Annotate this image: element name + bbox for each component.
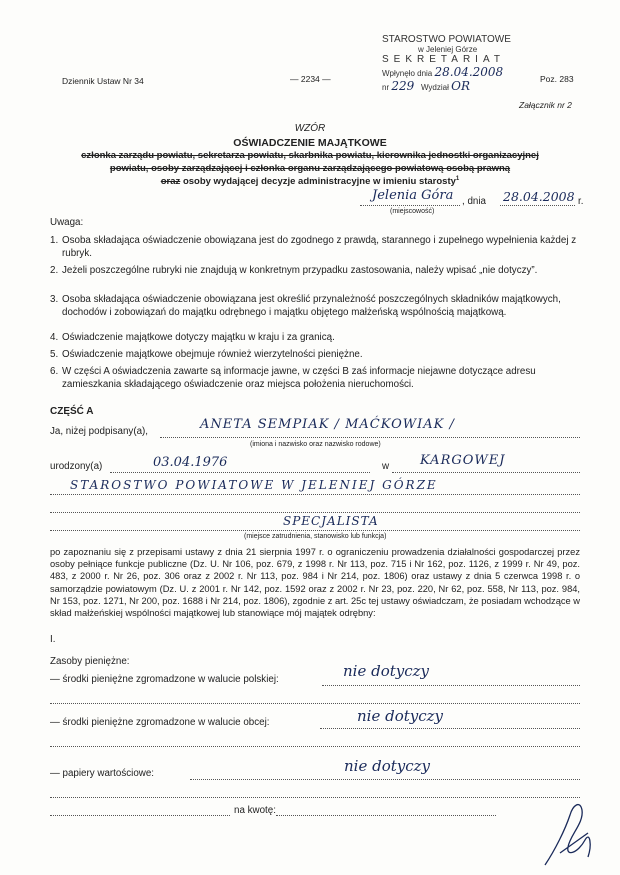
amount-line-right [276, 815, 496, 816]
note-1-text: Osoba składająca oświadczenie obowiązana jest do zgodnego z prawdą, starannego i zupełnego wypełnienia każdej z rubryk. [62, 235, 577, 259]
note-2-number: 2. [50, 265, 59, 276]
attachment-label: Załącznik nr 2 [519, 100, 572, 110]
born-label: urodzony(a) [50, 461, 103, 472]
date-line [500, 205, 575, 206]
pln-label: — środki pieniężne zgromadzone w walucie polskiej: [50, 674, 279, 685]
stamp-line-2: w Jeleniej Górze [418, 45, 478, 54]
born-date: 03.04.1976 [153, 455, 228, 470]
position-number: Poz. 283 [540, 74, 574, 84]
place-line [360, 205, 460, 206]
note-1-number: 1. [50, 235, 59, 246]
foreign-value: nie dotyczy [357, 707, 444, 725]
subtitle-1-text: członka zarządu powiatu, sekretarza powiatu, skarbnika powiatu, kierownika jednostki organizacyjnej [81, 150, 539, 161]
employer-value: STAROSTWO POWIATOWE W JELENIEJ GÓRZE [70, 478, 438, 492]
note-3-number: 3. [50, 294, 59, 305]
legal-text: po zapoznaniu się z przepisami ustawy z dnia 21 sierpnia 1997 r. o ograniczeniu prowadzenia działalności gospodarczej przez osoby pełniące funkcje publiczne (Dz. U. Nr 106, poz. 679, z 1998 r. Nr 113, poz. 715 i Nr 162, poz. 1126, z 1999 r. Nr 49, poz. 483, z 2000 r. Nr 26, poz. 306 oraz z 2002 r. Nr 113, poz. 984 i Nr 214, poz. 1806) oraz ustawy z dnia 5 czerwca 1998 r. o samorządzie powiatowym (Dz. U. z 2001 r. Nr 142, poz. 1592 oraz z 2002 r. Nr 23, poz. 220, Nr 62, poz. 558, Nr 113, poz. 984, Nr 153, poz. 1271, Nr 200, poz. 1688 i Nr 214, poz. 1806), zgodnie z art. 25c tej ustawy oświadczam, że posiadam wchodzące w skład małżeńskiej wspólności majątkowej lub stanowiące mój majątek odrębny: [50, 547, 580, 619]
stamp-nr [382, 79, 532, 93]
pln-label-text: środki pieniężne zgromadzone w walucie polskiej: [62, 674, 279, 685]
stamp-dept-value: OR [451, 79, 470, 93]
stamp-received-label: Wpłynęło dnia [382, 69, 433, 78]
note-5-text: Oświadczenie majątkowe obejmuje również wierzytelności pieniężne. [62, 349, 363, 360]
foreign-label: — środki pieniężne zgromadzone w walucie obcej: [50, 717, 270, 728]
date-label: , dnia [462, 196, 486, 207]
securities-label: — papiery wartościowe: [50, 768, 155, 779]
form-title: OŚWIADCZENIE MAJĄTKOWE [233, 137, 387, 149]
amount-label: na kwotę: [234, 805, 276, 816]
subtitle-2-text: powiatu, osoby zarządzającej i członka organu zarządzającego powiatową osobą prawną [109, 163, 511, 174]
stamp-received-date: 28.04.2008 [434, 65, 504, 79]
note-4-number: 4. [50, 332, 59, 343]
office-stamp [382, 34, 532, 93]
note-6-text: W części A oświadczenia zawarte są informacje jawne, w części B zaś informacje niejawne dotyczące adresu zamieszkania składającego oświadczenie oraz miejsca położenia nieruchomości. [62, 366, 536, 390]
note-2 [50, 265, 582, 278]
stamp-line-3: SEKRETARIAT [382, 54, 505, 65]
pln-value: nie dotyczy [343, 662, 430, 680]
note-6-number: 6. [50, 366, 59, 377]
born-place: KARGOWEJ [420, 453, 506, 468]
place-value: Jelenia Góra [372, 188, 454, 203]
form-subtitle-3 [0, 176, 620, 187]
foreign-line-2 [50, 746, 580, 747]
note-5 [50, 349, 582, 362]
note-5-number: 5. [50, 349, 59, 360]
stamp-dept-label: Wydział [420, 83, 449, 92]
note-6 [50, 366, 582, 391]
notes-heading: Uwaga: [50, 217, 84, 228]
page-number: — 2234 — [290, 74, 331, 84]
note-3 [50, 294, 582, 319]
stamp-received [382, 65, 532, 79]
cash-heading: Zasoby pieniężne: [50, 656, 130, 667]
subtitle-3-or: oraz [160, 176, 181, 188]
part-a-heading: CZĘŚĆ A [50, 406, 94, 417]
employer-line-1 [50, 494, 580, 495]
section-1-number: I. [50, 634, 56, 645]
note-4 [50, 332, 582, 345]
stamp-nr-label: nr [382, 83, 390, 92]
date-suffix: r. [578, 196, 584, 207]
place-caption: (miejscowość) [390, 208, 435, 215]
signed-label: Ja, niżej podpisany(a), [50, 426, 149, 437]
journal-title: Dziennik Ustaw Nr 34 [62, 76, 144, 86]
position-line [50, 530, 580, 531]
securities-line-1 [190, 779, 580, 780]
foreign-line-1 [320, 728, 580, 729]
date-value: 28.04.2008 [503, 189, 575, 204]
note-3-text: Osoba składająca oświadczenie obowiązana jest określić przynależność poszczególnych składników majątkowych, dochodów i zobowiązań do majątku odrębnego i majątku objętego małżeńską wspólnością majątkową. [62, 294, 561, 318]
born-in: w [382, 461, 390, 472]
subtitle-3-text: osoby wydającej decyzje administracyjne w imieniu starosty [182, 176, 456, 188]
pln-line-1 [322, 685, 580, 686]
securities-value: nie dotyczy [344, 757, 431, 775]
form-template-label: WZÓR [294, 123, 326, 134]
position-value: SPECJALISTA [283, 514, 379, 528]
form-subtitle-2 [0, 163, 620, 174]
name-line [160, 437, 580, 438]
form-subtitle-1 [0, 150, 620, 161]
pln-line-2 [50, 703, 580, 704]
note-2-text: Jeżeli poszczególne rubryki nie znajdują w konkretnym przypadku zastosowania, należy wpisać „nie dotyczy”. [62, 265, 538, 276]
stamp-line-1: STAROSTWO POWIATOWE [382, 34, 511, 45]
note-1 [50, 235, 582, 260]
stamp-nr-value: 229 [391, 79, 415, 93]
note-4-text: Oświadczenie majątkowe dotyczy majątku w kraju i za granicą. [62, 332, 335, 343]
name-caption: (imiona i nazwisko oraz nazwisko rodowe) [250, 441, 381, 448]
employer-line-2 [50, 512, 580, 513]
amount-line-left [50, 815, 230, 816]
born-date-line [110, 472, 370, 473]
born-place-line [392, 472, 580, 473]
name-value: ANETA SEMPIAK / MAĆKOWIAK / [200, 417, 455, 432]
securities-label-text: papiery wartościowe: [62, 768, 155, 779]
securities-line-2 [50, 797, 580, 798]
signature-mark [540, 795, 600, 870]
position-caption: (miejsce zatrudnienia, stanowisko lub funkcja) [244, 533, 387, 540]
footnote-mark: 1 [455, 176, 460, 182]
foreign-label-text: środki pieniężne zgromadzone w walucie obcej: [62, 717, 270, 728]
